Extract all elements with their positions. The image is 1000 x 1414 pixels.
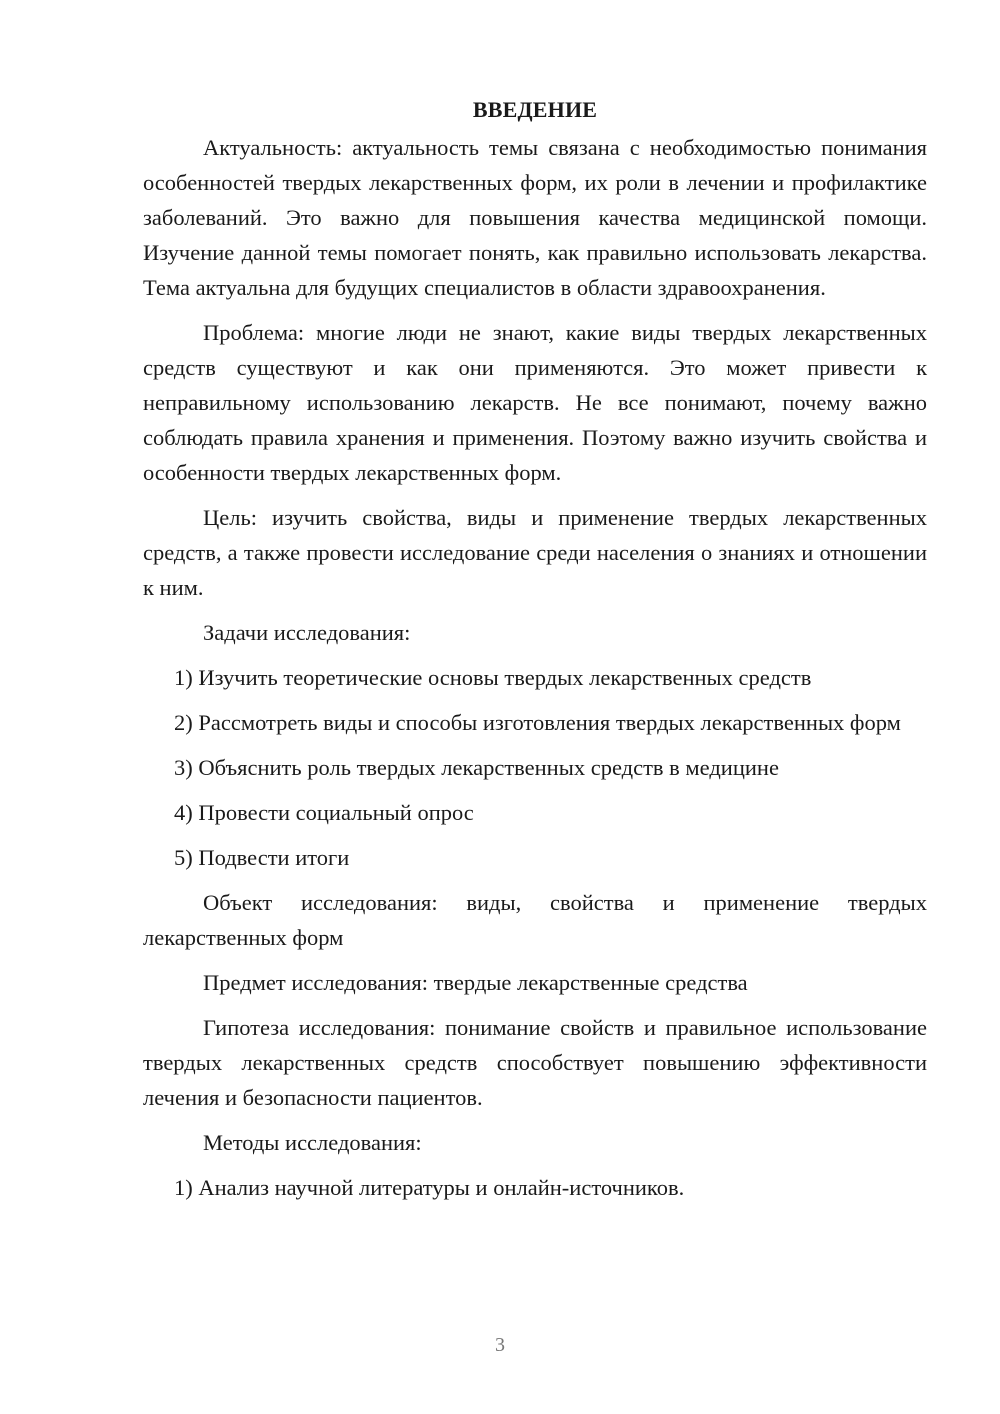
goal-paragraph: Цель: изучить свойства, виды и применение твердых лекарственных средств, а также провести исследование среди населения о знаниях и отношении к ним. bbox=[143, 505, 927, 600]
task-item: 5) Подвести итоги bbox=[174, 845, 350, 870]
page-number: 3 bbox=[495, 1334, 505, 1356]
task-item: 1) Изучить теоретические основы твердых лекарственных средств bbox=[174, 665, 812, 690]
methods-heading: Методы исследования: bbox=[203, 1130, 422, 1155]
task-item: 3) Объяснить роль твердых лекарственных средств в медицине bbox=[174, 755, 779, 780]
task-item: 2) Рассмотреть виды и способы изготовления твердых лекарственных форм bbox=[174, 710, 901, 735]
problem-paragraph: Проблема: многие люди не знают, какие виды твердых лекарственных средств существуют и как они применяются. Это может привести к неправильному использованию лекарств. Не все понимают, почему важно соблюдать правила хранения и применения. Поэтому важно изучить свойства и особенности твердых лекарственных форм. bbox=[143, 320, 927, 485]
method-item: 1) Анализ научной литературы и онлайн-источников. bbox=[174, 1175, 685, 1200]
task-item: 4) Провести социальный опрос bbox=[174, 800, 474, 825]
relevance-paragraph: Актуальность: актуальность темы связана с необходимостью понимания особенностей твердых лекарственных форм, их роли в лечении и профилактике заболеваний. Это важно для повышения качества медицинской помощи. Изучение данной темы помогает понять, как правильно использовать лекарства. Тема актуальна для будущих специалистов в области здравоохранения. bbox=[143, 135, 927, 300]
hypothesis-paragraph: Гипотеза исследования: понимание свойств и правильное использование твердых лекарственных средств способствует повышению эффективности лечения и безопасности пациентов. bbox=[143, 1015, 927, 1110]
document-page bbox=[143, 92, 927, 1215]
object-paragraph: Объект исследования: виды, свойства и применение твердых лекарственных форм bbox=[143, 890, 927, 950]
tasks-heading: Задачи исследования: bbox=[203, 620, 411, 645]
section-title: ВВЕДЕНИЕ bbox=[472, 97, 598, 122]
subject-paragraph: Предмет исследования: твердые лекарственные средства bbox=[203, 970, 748, 995]
